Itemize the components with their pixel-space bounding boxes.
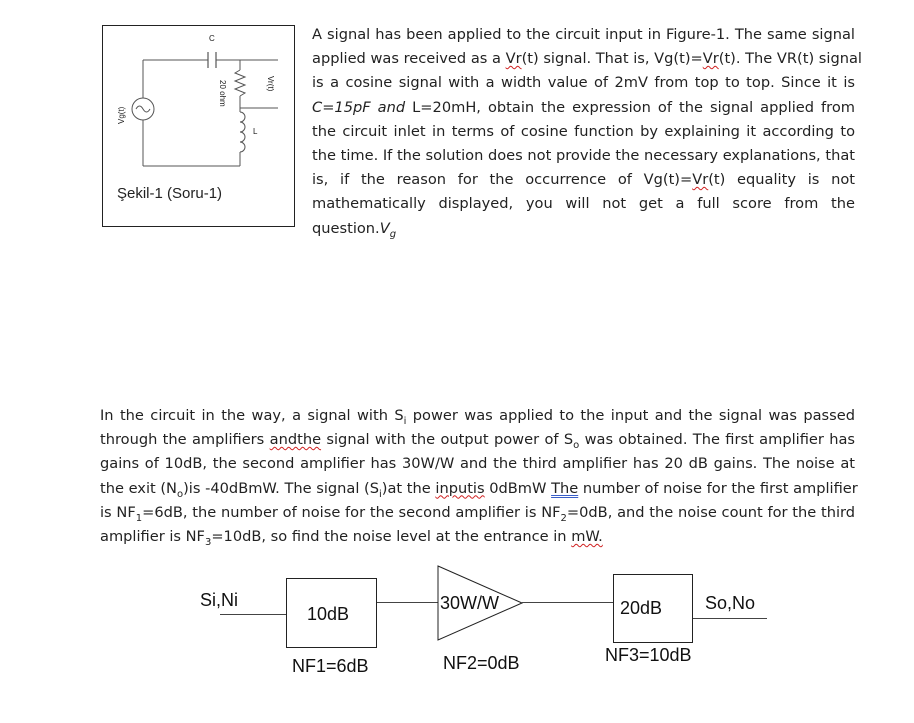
connector-1-2 — [377, 602, 438, 603]
noise-figure-1: NF1=6dB — [292, 656, 369, 676]
text-line: mathematically displayed, you will not get a full score from the — [312, 195, 855, 213]
resistor-label: 20 ohm — [218, 80, 227, 107]
text-line: is a cosine signal with a width value of 2mV from top to top. Since it is — [312, 74, 855, 92]
output-line — [693, 618, 767, 619]
text-line: A signal has been applied to the circuit input in Figure-1. The same signal — [312, 26, 855, 43]
noise-figure-2: NF2=0dB — [443, 653, 520, 673]
figure-caption: Şekil-1 (Soru-1) — [117, 185, 223, 202]
amplifier-3-gain: 20dB — [620, 598, 663, 618]
input-line — [220, 614, 286, 615]
noise-figure-3: NF3=10dB — [605, 645, 692, 665]
question-1-text — [312, 23, 862, 241]
source-voltage-label: Vg(t) — [117, 106, 126, 124]
text-line: In the circuit in the way, a signal with $S_i$ power was applied to the input and the signal was passed — [100, 407, 855, 427]
amplifier-1-gain: 10dB — [307, 604, 350, 624]
amplifier-2-gain: 30W/W — [440, 593, 500, 613]
connector-2-3 — [522, 602, 613, 603]
output-signal-label: So,No — [705, 593, 756, 613]
text-line: applied was received as a Vr(t) signal. That is, Vg(t)=Vr(t). The VR(t) signal — [312, 50, 862, 68]
text-line: is, if the reason for the occurrence of Vg(t)=Vr(t) equality is not — [312, 171, 855, 189]
input-signal-label: Si,Ni — [200, 590, 239, 610]
capacitor-label: C — [209, 34, 215, 43]
output-voltage-label: Vr(t) — [266, 76, 275, 92]
text-line: the circuit inlet in terms of cosine function by explaining it according to — [312, 122, 855, 140]
text-line: gains of 10dB, the second amplifier has 30W/W and the third amplifier has 20 dB gains. The noise at — [100, 455, 855, 473]
text-line: $question.V_g$ — [312, 219, 397, 240]
text-line: amplifier is $NF_3=10dB$, so find the noise level at the entrance in mW. — [100, 528, 603, 548]
amplifier-3-block — [613, 574, 693, 643]
text-line: the exit $(N_o)is$ -40dBmW. The signal $(S_i)at$ the inputis 0dBmW The number of noise for the first amplifier — [100, 479, 858, 500]
question-2-text — [100, 404, 858, 549]
text-line: the time. If the solution does not provide the necessary explanations, that — [312, 147, 855, 165]
inductor-label: L — [253, 127, 258, 136]
figure-1 — [102, 25, 295, 227]
text-line: through the amplifiers andthe signal with the output power of $S_o$ was obtained. The first amplifier has — [100, 431, 856, 452]
amplifier-1-block — [286, 578, 377, 648]
text-line: is $NF_1=6dB$, the number of noise for the second amplifier is $NF_2=0dB$, and the noise count for the third — [100, 503, 856, 524]
text-line: C=15pF and L=20mH, obtain the expression of the signal applied from — [312, 98, 855, 116]
